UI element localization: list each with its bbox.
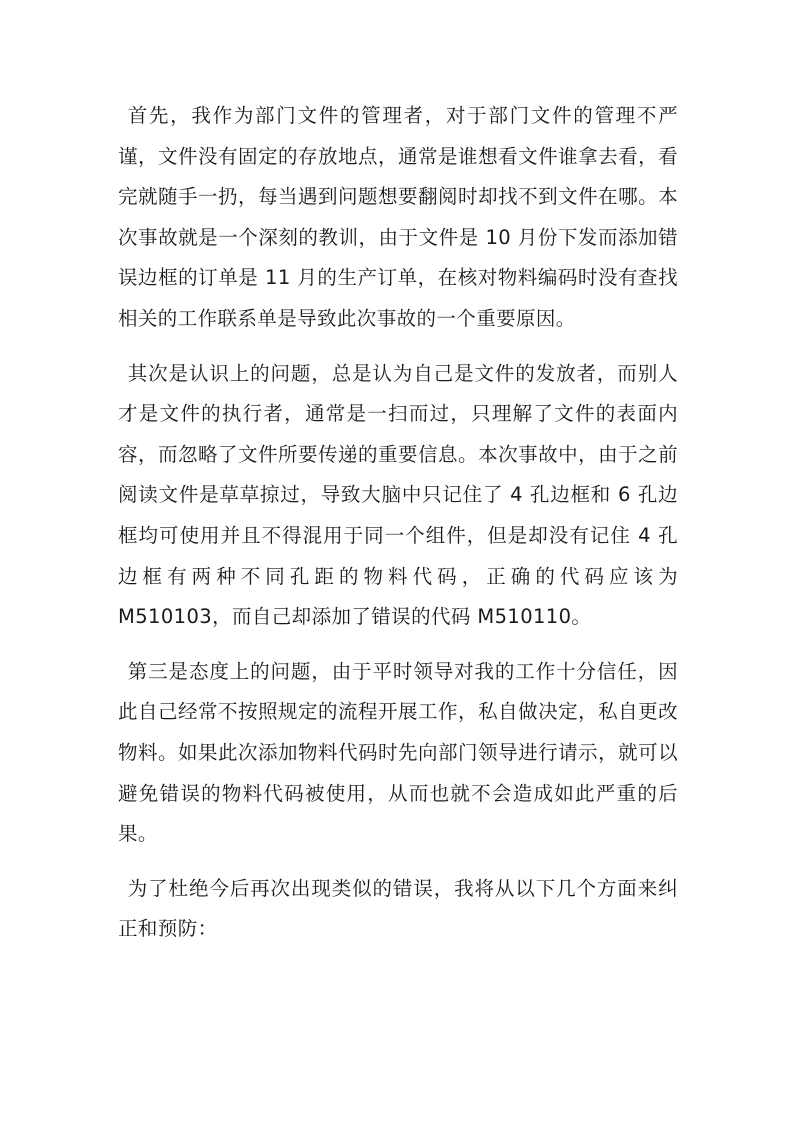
paragraph-awareness: 其次是认识上的问题，总是认为自己是文件的发放者，而别人才是文件的执行者，通常是一扫而过，只理解了文件的表面内容，而忽略了文件所要传递的重要信息。本次事故中，由于之前阅读文件是草草掠过，导致大脑中只记住了 4 孔边框和 6 孔边框均可使用并且不得混用于同一个组件，但是却没有记住 4 孔边框有两种不同孔距的物料代码，正确的代码应该为 M510103，而自己却添加了错误的代码 M510110。 — [118, 361, 678, 629]
paragraph-document-management: 首先，我作为部门文件的管理者，对于部门文件的管理不严谨，文件没有固定的存放地点，通常是谁想看文件谁拿去看，看完就随手一扔，每当遇到问题想要翻阅时却找不到文件在哪。本次事故就是一个深刻的教训，由于文件是 10 月份下发而添加错误边框的订单是 11 月的生产订单，在核对物料编码时没有查找相关的工作联系单是导致此次事故的一个重要原因。 — [118, 104, 678, 330]
paragraph-corrective-measures: 为了杜绝今后再次出现类似的错误，我将从以下几个方面来纠正和预防： — [118, 876, 678, 941]
paragraph-attitude: 第三是态度上的问题，由于平时领导对我的工作十分信任，因此自己经常不按照规定的流程开展工作，私自做决定，私自更改物料。如果此次添加物料代码时先向部门领导进行请示，就可以避免错误的物料代码被使用，从而也就不会造成如此严重的后果。 — [118, 659, 678, 846]
document-body — [118, 96, 678, 964]
